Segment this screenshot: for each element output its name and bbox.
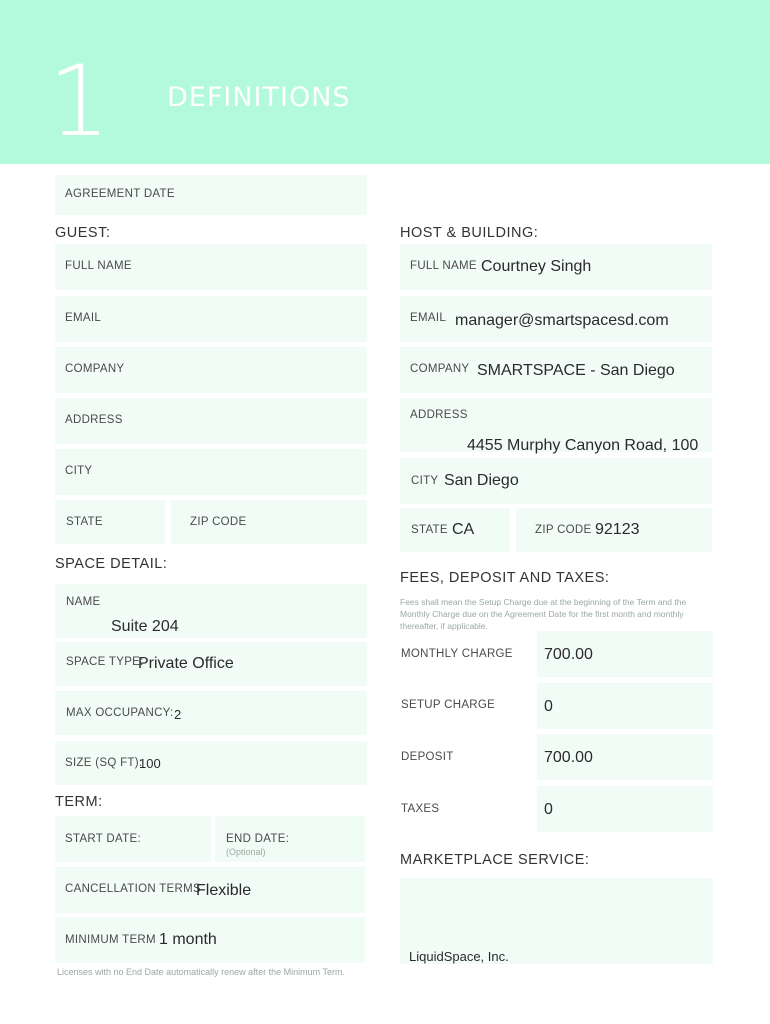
section-title: DEFINITIONS: [167, 82, 351, 113]
space-name-field[interactable]: [55, 584, 367, 638]
fees-heading: FEES, DEPOSIT AND TAXES:: [400, 570, 610, 586]
space-name-label: NAME: [66, 596, 101, 608]
guest-address-label: ADDRESS: [65, 414, 123, 426]
setup-charge-field[interactable]: [537, 683, 713, 729]
monthly-charge-value: 700.00: [544, 646, 593, 663]
space-type-label: SPACE TYPE:: [66, 656, 144, 668]
guest-company-label: COMPANY: [65, 363, 125, 375]
end-date-optional: (Optional): [226, 847, 266, 857]
guest-city-label: CITY: [65, 465, 93, 477]
monthly-charge-label: MONTHLY CHARGE: [401, 648, 513, 660]
space-type-value: Private Office: [138, 655, 234, 672]
minimum-term-value: 1 month: [159, 931, 217, 948]
guest-email-label: EMAIL: [65, 312, 102, 324]
host-full-name-label: FULL NAME: [410, 260, 477, 272]
host-company-value: SMARTSPACE - San Diego: [477, 362, 675, 379]
marketplace-value: LiquidSpace, Inc.: [409, 949, 509, 964]
host-state-value: CA: [452, 521, 475, 538]
term-heading: TERM:: [55, 794, 103, 810]
max-occupancy-value: 2: [174, 707, 182, 722]
host-state-label: STATE: [411, 524, 448, 536]
taxes-label: TAXES: [401, 803, 440, 815]
size-label: SIZE (SQ FT):: [65, 757, 143, 769]
space-heading: SPACE DETAIL:: [55, 556, 168, 572]
host-company-label: COMPANY: [410, 363, 470, 375]
host-address-value: 4455 Murphy Canyon Road, 100: [467, 437, 699, 454]
term-footnote: Licenses with no End Date automatically renew after the Minimum Term.: [57, 967, 345, 977]
host-email-label: EMAIL: [410, 312, 447, 324]
deposit-value: 700.00: [544, 749, 593, 766]
header-banner: [0, 0, 770, 164]
guest-city-field[interactable]: [55, 449, 367, 495]
host-city-label: CITY: [411, 475, 439, 487]
host-email-value: manager@smartspacesd.com: [455, 312, 669, 329]
host-heading: HOST & BUILDING:: [400, 225, 539, 241]
size-value: 100: [139, 756, 161, 771]
space-name-value: Suite 204: [111, 618, 179, 635]
host-address-label: ADDRESS: [410, 409, 468, 421]
end-date-label: END DATE:: [226, 833, 290, 845]
guest-full-name-label: FULL NAME: [65, 260, 132, 272]
taxes-field[interactable]: [537, 786, 713, 832]
host-zip-label: ZIP CODE: [535, 524, 592, 536]
cancellation-terms-label: CANCELLATION TERMS: [65, 883, 201, 895]
guest-heading: GUEST:: [55, 225, 111, 241]
setup-charge-label: SETUP CHARGE: [401, 699, 496, 711]
start-date-label: START DATE:: [65, 833, 141, 845]
guest-email-field[interactable]: [55, 296, 367, 342]
host-full-name-value: Courtney Singh: [481, 258, 592, 275]
host-city-value: San Diego: [444, 472, 519, 489]
setup-charge-value: 0: [544, 698, 553, 715]
guest-state-label: STATE: [66, 516, 103, 528]
max-occupancy-label: MAX OCCUPANCY:: [66, 707, 174, 719]
cancellation-terms-value: Flexible: [196, 882, 252, 899]
guest-zip-label: ZIP CODE: [190, 516, 247, 528]
taxes-value: 0: [544, 801, 553, 818]
deposit-label: DEPOSIT: [401, 751, 454, 763]
host-zip-value: 92123: [595, 521, 640, 538]
section-number: 1: [48, 45, 111, 159]
minimum-term-label: MINIMUM TERM: [65, 934, 156, 946]
fees-note: Fees shall mean the Setup Charge due at the beginning of the Term and the Monthly Charge due on the Agreement Date for the first month and monthly thereafter, if applicable.: [400, 597, 687, 631]
agreement-date-label: AGREEMENT DATE: [65, 188, 175, 200]
marketplace-heading: MARKETPLACE SERVICE:: [400, 852, 590, 868]
